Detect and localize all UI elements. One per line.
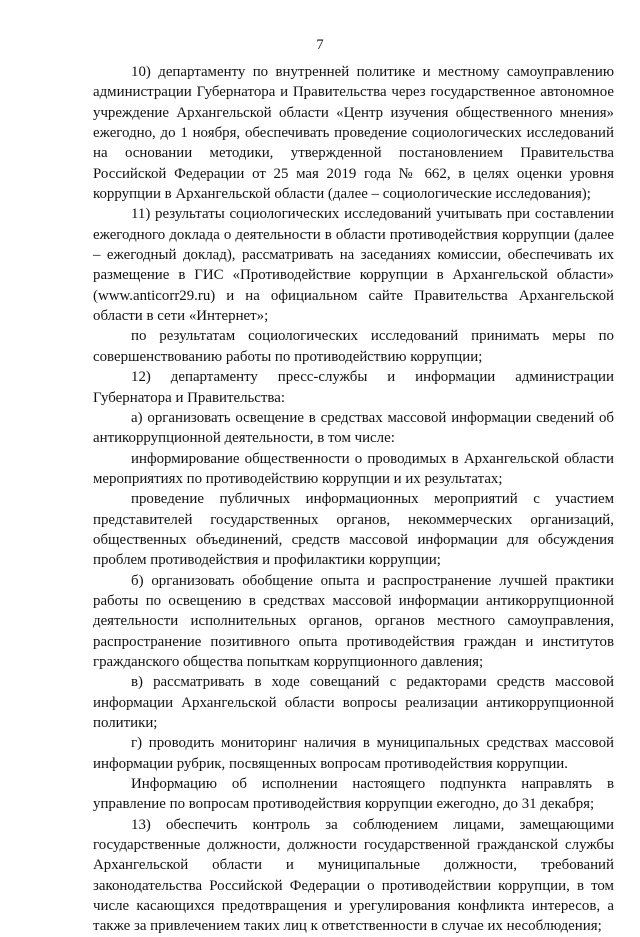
paragraph-12b-best-practice: б) организовать обобщение опыта и распространение лучшей практики работы по освещению в средствах массовой информации антикоррупционной деятельности исполнительных органов, органов местного самоуправления, распространение позитивного опыта противодействия граждан и институтов гражданского общества попыткам коррупционного давления;	[93, 572, 614, 670]
paragraph-12-press-service: 12) департаменту пресс-службы и информации администрации Губернатора и Правительства:	[93, 369, 614, 406]
paragraph-measures: по результатам социологических исследований принимать меры по совершенствованию работы по противодействию коррупции;	[93, 328, 614, 365]
paragraph-reporting-deadline: Информацию об исполнении настоящего подпункта направлять в управление по вопросам противодействия коррупции ежегодно, до 31 декабря;	[93, 776, 614, 813]
page-number: 7	[316, 37, 324, 53]
paragraph-informing-public: информирование общественности о проводимых в Архангельской области мероприятиях по противодействию коррупции и их результатах;	[93, 450, 614, 487]
paragraph-12g-monitoring: г) проводить мониторинг наличия в муниципальных средствах массовой информации рубрик, посвященных вопросам противодействия коррупции.	[93, 735, 614, 772]
paragraph-10-sociological-research: 10) департаменту по внутренней политике и местному самоуправлению администрации Губернатора и Правительства через государственное автономное учреждение Архангельской области «Центр изучения общественного мнения» ежегодно, до 1 ноября, обеспечивать проведение социологических исследований на основании методики, утвержденной постановлением Правительства Российской Федерации от 25 мая 2019 года № 662, в целях оценки уровня коррупции в Архангельской области (далее – социологические исследования);	[93, 64, 614, 203]
document-body	[93, 62, 614, 937]
paragraph-13-compliance-control: 13) обеспечить контроль за соблюдением лицами, замещающими государственные должности, должности государственной гражданской службы Архангельской области и муниципальные должности, требований законодательства Российской Федерации о противодействии коррупции, в том числе касающихся предотвращения и урегулирования конфликта интересов, а также за привлечением таких лиц к ответственности в случае их несоблюдения;	[93, 816, 614, 935]
paragraph-12v-editor-meetings: в) рассматривать в ходе совещаний с редакторами средств массовой информации Архангельской области вопросы реализации антикоррупционной политики;	[93, 674, 614, 731]
paragraph-12a-media-coverage: а) организовать освещение в средствах массовой информации сведений об антикоррупционной деятельности, в том числе:	[93, 409, 614, 447]
paragraph-public-events: проведение публичных информационных мероприятий с участием представителей государственных органов, некоммерческих организаций, общественных объединений, средств массовой информации для обсуждения проблем противодействия и профилактики коррупции;	[93, 491, 614, 569]
paragraph-11-research-results: 11) результаты социологических исследований учитывать при составлении ежегодного доклада о деятельности в области противодействия коррупции (далее – ежегодный доклад), рассматривать на заседаниях комиссии, обеспечивать их размещение в ГИС «Противодействие коррупции в Архангельской области» (www.anticorr29.ru) и на официальном сайте Правительства Архангельской области в сети «Интернет»;	[93, 206, 614, 325]
